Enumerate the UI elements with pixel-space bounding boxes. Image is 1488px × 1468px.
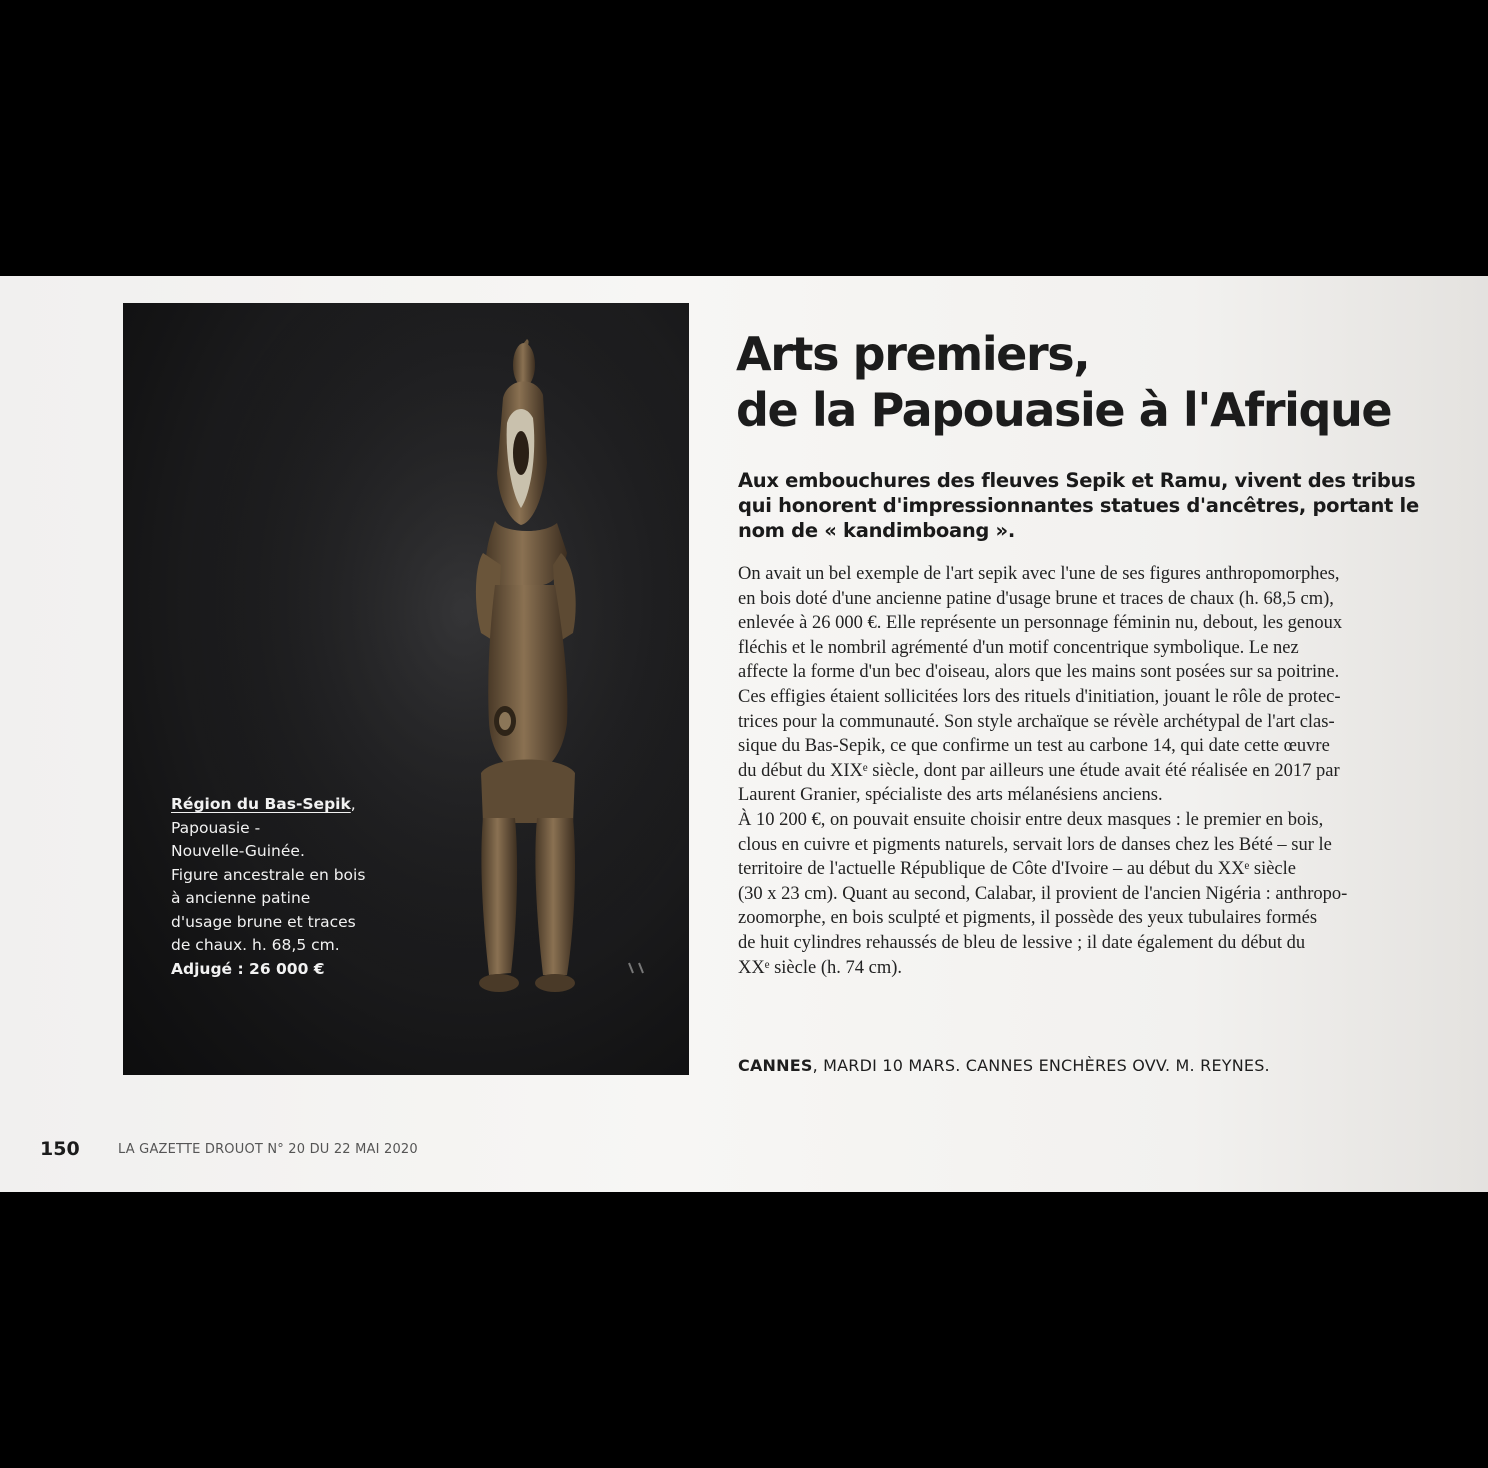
body-line: affecte la forme d'un bec d'oiseau, alors que les mains sont posées sur sa poitrine. — [738, 662, 1340, 683]
caption-region-line — [171, 793, 411, 817]
caption-line: Figure ancestrale en bois — [171, 865, 366, 884]
body-line: (30 x 23 cm). Quant au second, Calabar, il provient de l'ancien Nigéria : anthropo- — [738, 883, 1348, 904]
page-number: 150 — [40, 1138, 80, 1160]
caption-line: de chaux. h. 68,5 cm. — [171, 936, 340, 954]
article-title — [736, 326, 1456, 438]
title-line: de la Papouasie à l'Afrique — [736, 383, 1392, 437]
credit-place: CANNES — [738, 1056, 813, 1075]
caption-region-comma: , — [350, 795, 356, 813]
body-line: trices pour la communauté. Son style archaïque se révèle archétypal de l'art clas- — [738, 711, 1335, 732]
body-line: Ces effigies étaient sollicitées lors des rituels d'initiation, jouant le rôle de protec- — [738, 686, 1341, 707]
body-line: sique du Bas-Sepik, ce que confirme un test au carbone 14, qui date cette œuvre — [738, 736, 1330, 757]
body-line: zoomorphe, en bois sculpté et pigments, il possède des yeux tubulaires formés — [738, 908, 1318, 929]
sale-credit — [738, 1056, 1270, 1075]
body-line: À 10 200 €, on pouvait ensuite choisir entre deux masques : le premier en bois, — [738, 809, 1324, 830]
caption-line: d'usage brune et traces — [171, 912, 356, 931]
article-lead — [738, 468, 1458, 543]
publication-footer: LA GAZETTE DROUOT N° 20 DU 22 MAI 2020 — [118, 1142, 418, 1157]
body-line: territoire de l'actuelle République de Côte d'Ivoire – au début du XXᵉ siècle — [738, 859, 1296, 880]
caption-price: Adjugé : 26 000 € — [171, 959, 325, 978]
caption-line: à ancienne patine — [171, 889, 311, 907]
body-line: clous en cuivre et pigments naturels, servait lors de danses chez les Bété – sur le — [738, 834, 1332, 855]
lead-line: nom de « kandimboang ». — [738, 519, 1015, 542]
magazine-page — [0, 276, 1488, 1192]
body-line: On avait un bel exemple de l'art sepik avec l'une de ses figures anthropomorphes, — [738, 564, 1340, 584]
body-line: Laurent Granier, spécialiste des arts mélanésiens anciens. — [738, 785, 1163, 806]
body-line: en bois doté d'une ancienne patine d'usage brune et traces de chaux (h. 68,5 cm), — [738, 588, 1334, 609]
photo-caption — [171, 793, 411, 981]
body-line: de huit cylindres rehaussés de bleu de lessive ; il date également du début du — [738, 932, 1306, 953]
caption-line: Nouvelle-Guinée. — [171, 842, 305, 860]
statue-photo — [123, 303, 689, 1075]
caption-line: Papouasie - — [171, 818, 261, 837]
body-line: enlevée à 26 000 €. Elle représente un personnage féminin nu, debout, les genoux — [738, 613, 1343, 634]
body-line: fléchis et le nombril agrémenté d'un motif concentrique symbolique. Le nez — [738, 637, 1299, 658]
article-body — [738, 562, 1478, 980]
title-line: Arts premiers, — [736, 327, 1090, 381]
caption-region: Région du Bas-Sepik — [171, 795, 351, 813]
body-line: du début du XIXᵉ siècle, dont par ailleurs une étude avait été réalisée en 2017 par — [738, 760, 1340, 781]
lead-line: qui honorent d'impressionnantes statues d'ancêtres, portant le — [738, 494, 1419, 517]
body-line: XXᵉ siècle (h. 74 cm). — [738, 957, 902, 978]
lead-line: Aux embouchures des fleuves Sepik et Ramu, vivent des tribus — [738, 469, 1416, 492]
credit-details: , MARDI 10 MARS. CANNES ENCHÈRES OVV. M. REYNES. — [812, 1056, 1270, 1075]
